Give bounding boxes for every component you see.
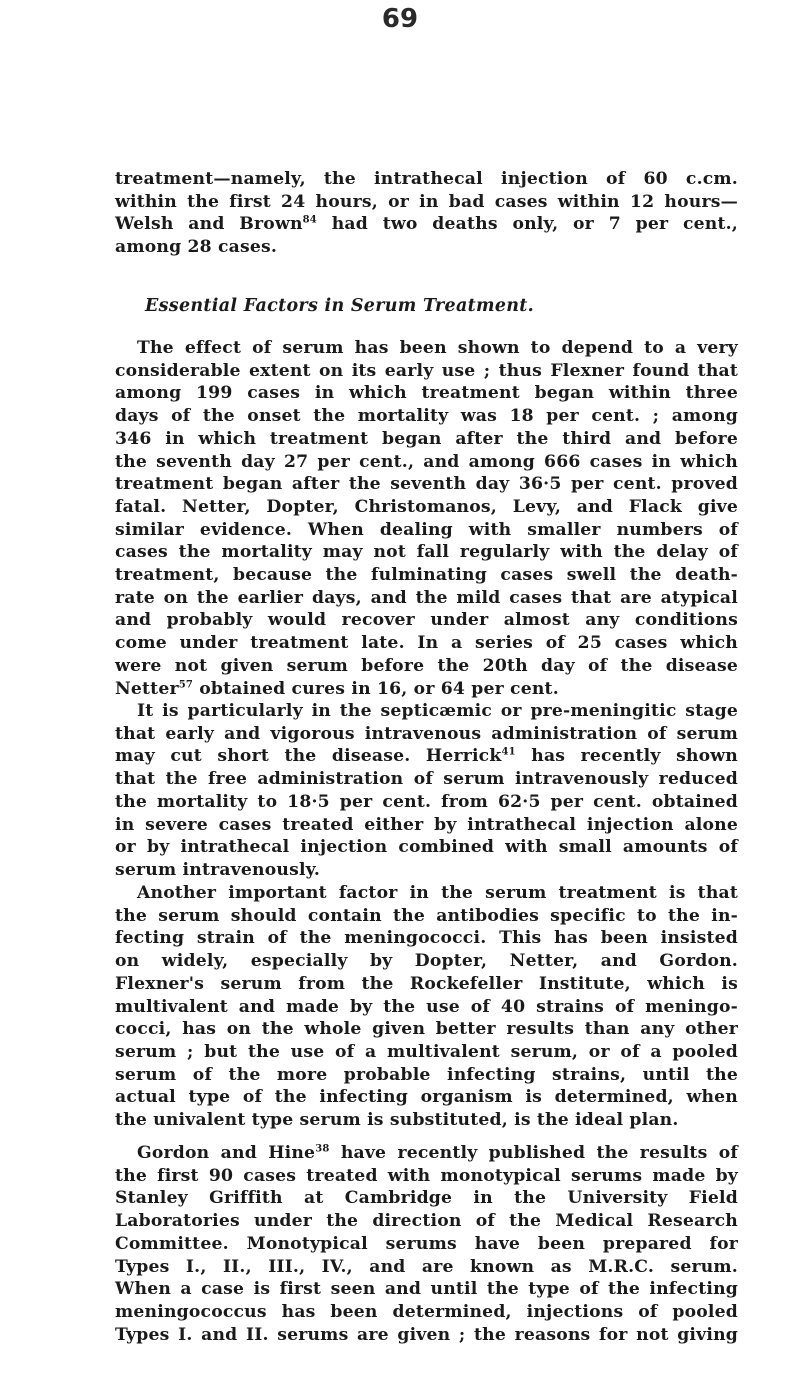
- text-line: on widely, especially by Dopter, Netter, and Gordon.: [115, 951, 738, 972]
- text-line: meningococcus has been determined, injections of pooled: [115, 1301, 738, 1322]
- text-line: considerable extent on its early use ; thus Flexner found that: [115, 360, 738, 381]
- text-line: [115, 1142, 738, 1165]
- text-line: that the free administration of serum intravenously reduced: [115, 769, 738, 790]
- text-line: Types I., II., III., IV., and are known as M.R.C. serum.: [115, 1256, 738, 1277]
- paragraph-gordon-hine: [115, 1142, 738, 1346]
- text-run: Netter: [115, 678, 179, 699]
- text-line: the seventh day 27 per cent., and among 666 cases in which: [115, 451, 738, 472]
- text-run: obtained cures in 16, or 64 per cent.: [193, 678, 559, 699]
- paragraph-antibodies: [115, 882, 738, 1132]
- text-line: [115, 745, 738, 768]
- text-line: Flexner's serum from the Rockefeller Institute, which is: [115, 973, 738, 994]
- text-line: [115, 678, 738, 701]
- text-line: multivalent and made by the use of 40 strains of meningo-: [115, 996, 738, 1017]
- text-line: serum intravenously.: [115, 859, 321, 880]
- text-line: treatment began after the seventh day 36·5 per cent. proved: [115, 474, 738, 495]
- text-run: have recently published the results of: [329, 1143, 738, 1163]
- text-line: that early and vigorous intravenous administration of serum: [115, 723, 738, 744]
- paragraph-continuation: [115, 168, 738, 259]
- text-line: come under treatment late. In a series of 25 cases which: [115, 633, 738, 654]
- text-line: days of the onset the mortality was 18 per cent. ; among: [115, 406, 738, 427]
- text-line: treatment—namely, the intrathecal injection of 60 c.cm.: [115, 169, 738, 189]
- page-number: 69: [381, 4, 419, 34]
- reference-superscript: 41: [501, 746, 516, 758]
- reference-superscript: 38: [315, 1143, 330, 1155]
- text-line: the mortality to 18·5 per cent. from 62·5 per cent. obtained: [115, 791, 738, 812]
- text-line: fatal. Netter, Dopter, Christomanos, Levy, and Flack give: [115, 496, 738, 517]
- text-line: within the first 24 hours, or in bad cases within 12 hours—: [115, 191, 738, 212]
- text-run: had two deaths only, or 7 per cent.,: [316, 214, 738, 235]
- reference-superscript: 84: [302, 214, 317, 226]
- text-line: Another important factor in the serum treatment is that: [137, 883, 738, 903]
- text-line: Types I. and II. serums are given ; the reasons for not giving: [115, 1324, 738, 1345]
- text-line: actual type of the infecting organism is determined, when: [115, 1087, 738, 1108]
- text-line: Committee. Monotypical serums have been prepared for: [115, 1233, 738, 1254]
- text-line: rate on the earlier days, and the mild cases that are atypical: [115, 587, 738, 608]
- text-line: among 28 cases.: [115, 237, 278, 258]
- text-run: Welsh and Brown: [115, 214, 303, 235]
- text-line: in severe cases treated either by intrathecal injection alone: [115, 814, 738, 835]
- text-line: among 199 cases in which treatment began within three: [115, 383, 738, 404]
- reference-superscript: 57: [178, 678, 194, 690]
- text-line: or by intrathecal injection combined with small amounts of: [115, 837, 738, 858]
- text-line: [115, 213, 738, 236]
- text-line: serum ; but the use of a multivalent serum, or of a pooled: [115, 1041, 738, 1062]
- text-run: has recently shown: [515, 746, 738, 767]
- text-line: the first 90 cases treated with monotypical serums made by: [115, 1165, 738, 1186]
- text-line: fecting strain of the meningococci. This has been insisted: [115, 928, 738, 949]
- text-line: Laboratories under the direction of the Medical Research: [115, 1211, 738, 1232]
- text-line: were not given serum before the 20th day of the disease: [115, 655, 738, 676]
- text-line: cases the mortality may not fall regularly with the delay of: [115, 542, 738, 563]
- text-line: cocci, has on the whole given better results than any other: [115, 1019, 738, 1040]
- text-line: 346 in which treatment began after the third and before: [115, 428, 738, 449]
- text-line: The effect of serum has been shown to depend to a very: [137, 338, 738, 358]
- text-line: It is particularly in the septicæmic or pre-meningitic stage: [137, 701, 738, 721]
- paragraph-serum-effect: [115, 337, 738, 700]
- text-line: Stanley Griffith at Cambridge in the University Field: [115, 1188, 738, 1209]
- text-run: Gordon and Hine: [137, 1143, 316, 1163]
- paragraph-intravenous: [115, 700, 738, 882]
- text-line: the serum should contain the antibodies specific to the in-: [115, 905, 738, 926]
- section-heading: Essential Factors in Serum Treatment.: [145, 296, 535, 316]
- text-line: the univalent type serum is substituted, is the ideal plan.: [115, 1110, 679, 1131]
- text-line: serum of the more probable infecting strains, until the: [115, 1064, 738, 1085]
- text-line: similar evidence. When dealing with smaller numbers of: [115, 519, 738, 540]
- text-line: When a case is first seen and until the type of the infecting: [115, 1279, 738, 1300]
- text-line: and probably would recover under almost any conditions: [115, 610, 738, 631]
- text-line: treatment, because the fulminating cases swell the death-: [115, 565, 738, 586]
- text-run: may cut short the disease. Herrick: [115, 746, 502, 767]
